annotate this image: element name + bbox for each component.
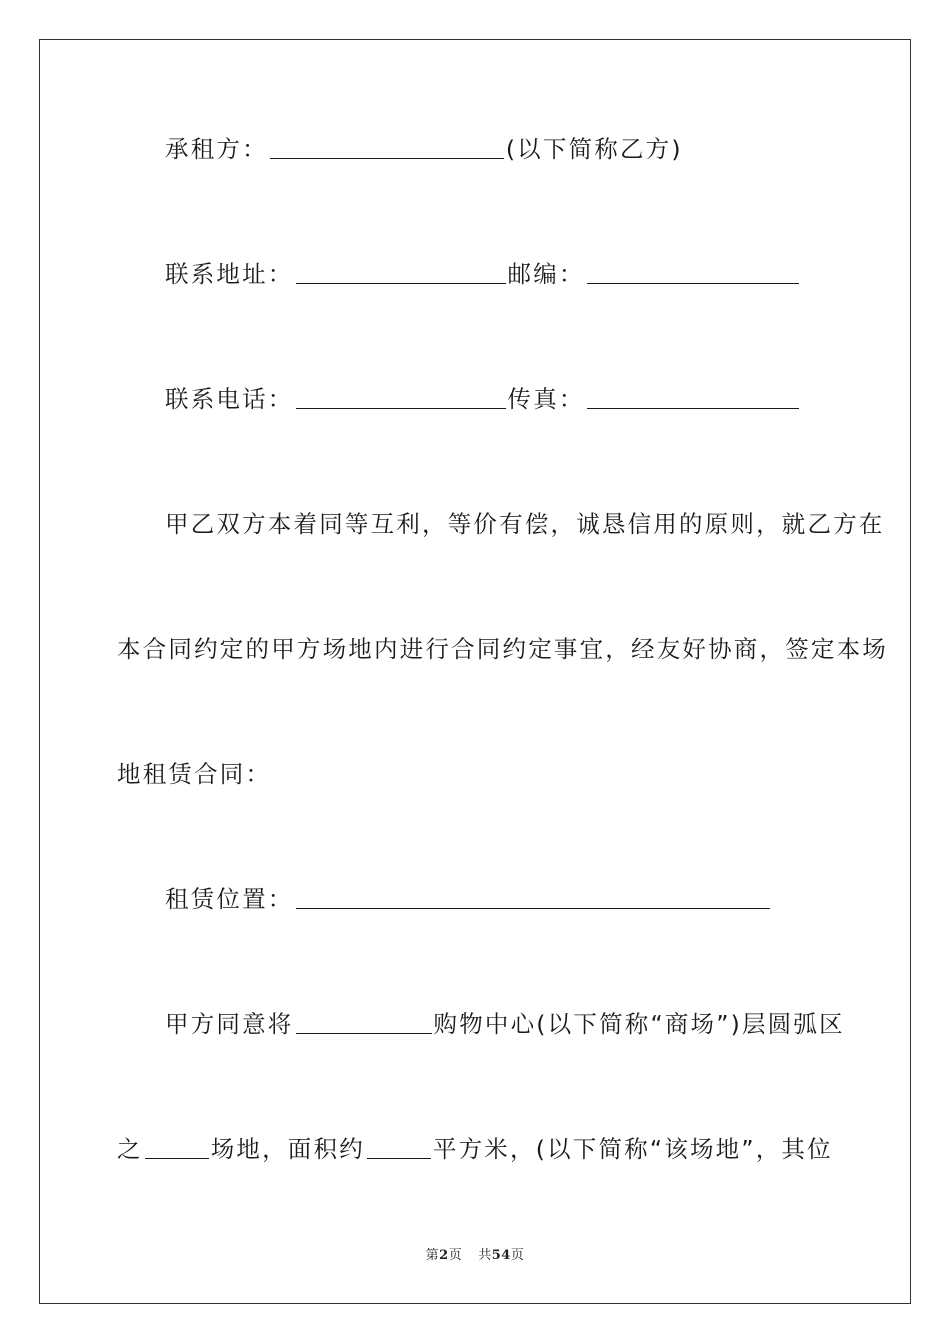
phone-blank bbox=[296, 386, 506, 409]
lessee-label: 承租方： bbox=[165, 135, 268, 163]
paragraph-1-line-3: 地租赁合同： bbox=[117, 760, 272, 788]
paragraph-1-line-1: 甲乙双方本着同等互利，等价有偿，诚恳信用的原则，就乙方在 bbox=[165, 510, 885, 538]
area-blank bbox=[367, 1136, 431, 1159]
site-blank bbox=[145, 1136, 209, 1159]
footer-total-suffix: 页 bbox=[510, 1248, 525, 1263]
para2-line2-b: 场地，面积约 bbox=[210, 1135, 365, 1163]
paragraph-1-line-2: 本合同约定的甲方场地内进行合同约定事宜，经友好协商，签定本场 bbox=[117, 635, 888, 663]
footer-page-suffix: 页 bbox=[448, 1248, 463, 1263]
footer-total-pages: 54 bbox=[491, 1248, 511, 1263]
para2-line2-a: 之 bbox=[117, 1135, 143, 1163]
paragraph-2-line-1 bbox=[165, 1009, 885, 1039]
para2-line2-c: 平方米，(以下简称“该场地”，其位 bbox=[432, 1135, 833, 1163]
location-blank bbox=[296, 886, 770, 909]
paragraph-2-line-2 bbox=[117, 1134, 837, 1164]
footer-page-number: 2 bbox=[439, 1248, 449, 1263]
footer-total-prefix: 共 bbox=[478, 1248, 492, 1263]
postcode-blank bbox=[587, 261, 799, 284]
location-label: 租赁位置： bbox=[165, 885, 294, 913]
para2-line1-b: 购物中心(以下简称“商场”)层圆弧区 bbox=[433, 1010, 845, 1038]
mall-name-blank bbox=[296, 1011, 432, 1034]
phone-line bbox=[165, 384, 885, 414]
fax-blank bbox=[587, 386, 799, 409]
page-border bbox=[39, 39, 911, 1304]
para2-line1-a: 甲方同意将 bbox=[165, 1010, 294, 1038]
phone-label: 联系电话： bbox=[165, 385, 294, 413]
address-line bbox=[165, 259, 885, 289]
lessee-suffix: (以下简称乙方) bbox=[505, 135, 683, 163]
address-label: 联系地址： bbox=[165, 260, 294, 288]
page-footer bbox=[0, 1244, 950, 1263]
postcode-label: 邮编： bbox=[507, 260, 585, 288]
lessee-line bbox=[165, 134, 885, 164]
location-line bbox=[165, 884, 885, 914]
lessee-blank bbox=[270, 136, 504, 159]
fax-label: 传真： bbox=[507, 385, 585, 413]
footer-page-prefix: 第 bbox=[425, 1248, 440, 1263]
address-blank bbox=[296, 261, 506, 284]
